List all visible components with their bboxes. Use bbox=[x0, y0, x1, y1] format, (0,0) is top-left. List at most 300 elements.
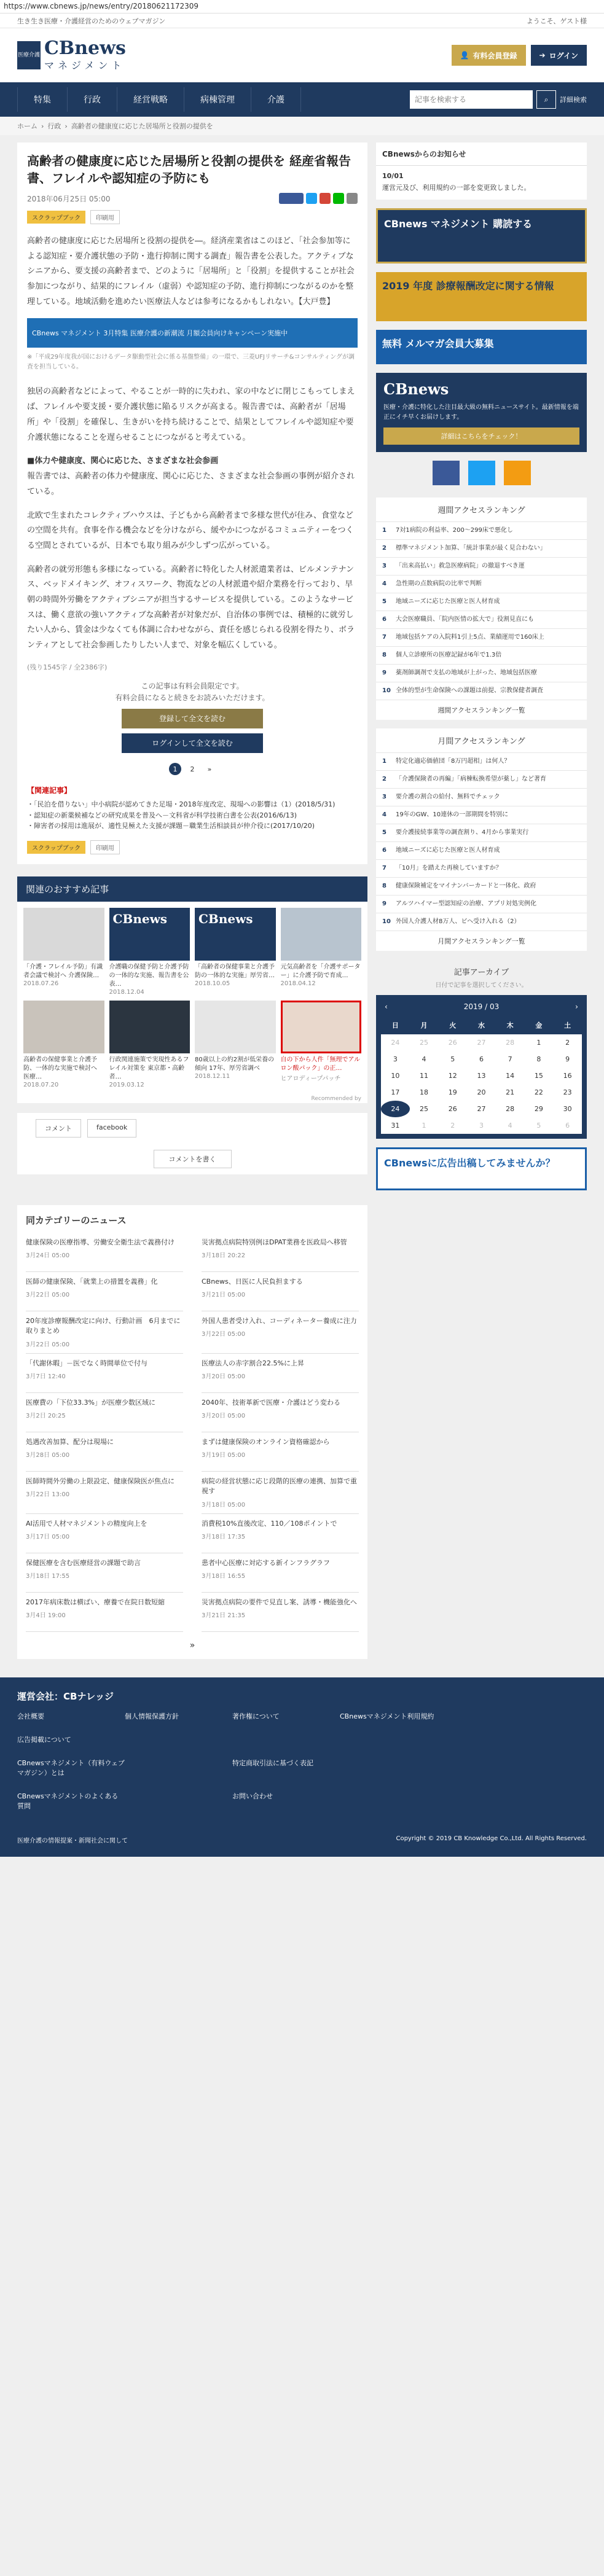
weekly-ranking-link[interactable]: 週間アクセスランキング一覧 bbox=[376, 700, 587, 720]
cal-weekday: 日 bbox=[381, 1016, 410, 1034]
ranking-title: 外国人介護人材8万人、ビヘ受け入れる（2） bbox=[396, 918, 520, 925]
rank-number: 6 bbox=[382, 846, 386, 854]
paywall bbox=[27, 681, 358, 753]
monthly-ranking-link[interactable]: 月間アクセスランキング一覧 bbox=[376, 931, 587, 951]
ranking-item[interactable] bbox=[376, 770, 587, 788]
rank-number: 1 bbox=[382, 757, 386, 765]
ranking-title: 「介護保険者の再編」「病棟転換希望が薬し」など著育 bbox=[396, 775, 546, 783]
news-title: 災害拠点病院の要件で見直し案、誘導・機能強化へ bbox=[202, 1598, 357, 1606]
ranking-item[interactable] bbox=[376, 664, 587, 682]
footer-link[interactable]: CBnewsマネジメントのよくある質問 bbox=[17, 1792, 119, 1810]
rank-number: 3 bbox=[382, 562, 386, 569]
news-date: 3月7日 12:40 bbox=[26, 1373, 66, 1381]
news-item[interactable] bbox=[202, 1553, 359, 1593]
thumbnail bbox=[23, 908, 104, 961]
cal-day[interactable]: 28 bbox=[506, 1104, 515, 1113]
cal-day[interactable]: 6 bbox=[479, 1055, 484, 1063]
footer-link[interactable]: 会社概要 bbox=[17, 1712, 44, 1720]
news-item[interactable] bbox=[202, 1272, 359, 1311]
news-date: 3月24日 05:00 bbox=[26, 1252, 70, 1260]
news-item[interactable] bbox=[26, 1272, 183, 1311]
monthly-ranking-title: 月間アクセスランキング bbox=[437, 736, 525, 746]
news-date: 3月22日 05:00 bbox=[26, 1292, 70, 1299]
item-date: 2018.12.04 bbox=[109, 988, 144, 996]
write-comment-button[interactable]: コメントを書く bbox=[154, 1150, 232, 1168]
sidebar bbox=[376, 142, 587, 1659]
news-date: 3月21日 21:35 bbox=[202, 1612, 246, 1620]
related-heading: 【関連記事】 bbox=[27, 786, 72, 795]
rank-number: 2 bbox=[382, 544, 386, 552]
recommend-item[interactable] bbox=[109, 1001, 190, 1088]
register-read-button[interactable]: 登録して全文を読む bbox=[122, 709, 263, 728]
cal-weekday: 木 bbox=[496, 1016, 525, 1034]
news-title: CBnews、日医に人民負担まする bbox=[202, 1277, 303, 1286]
news-date: 3月28日 05:00 bbox=[26, 1452, 70, 1459]
page-1[interactable]: 1 bbox=[169, 763, 181, 775]
cal-day[interactable]: 1 bbox=[422, 1121, 426, 1130]
item-title: 行政関連施策で実現性あるフレイル対策を 東京都・高齢者… bbox=[109, 1056, 189, 1080]
news-item[interactable] bbox=[26, 1593, 183, 1632]
article-title: 高齢者の健康度に応じた居場所と役割の提供を 経産省報告書、フレイルや認知症の予防にも bbox=[27, 154, 351, 185]
search-button[interactable] bbox=[536, 90, 556, 109]
recommended-by: Recommended by bbox=[17, 1095, 367, 1103]
nav-item-strategy[interactable]: 経営戦略 bbox=[117, 87, 184, 112]
footer-link[interactable]: 著作権について bbox=[232, 1712, 280, 1720]
cal-day[interactable]: 17 bbox=[391, 1088, 400, 1096]
notice-title: CBnewsからのお知らせ bbox=[376, 142, 587, 166]
cal-day[interactable]: 30 bbox=[563, 1104, 572, 1113]
ranking-item[interactable] bbox=[376, 593, 587, 611]
cal-day[interactable]: 27 bbox=[477, 1038, 486, 1047]
paywall-line1: この記事は有料会員限定です。 bbox=[141, 681, 244, 690]
archive-header bbox=[376, 959, 587, 995]
news-item[interactable] bbox=[26, 1393, 183, 1432]
login-icon: ➔ bbox=[539, 51, 546, 60]
tagline: 生き生き医療・介護経営のためのウェブマガジン bbox=[17, 17, 166, 25]
footer-link[interactable]: CBnewsマネジメント利用規約 bbox=[340, 1712, 434, 1720]
cal-day[interactable]: 10 bbox=[391, 1071, 400, 1080]
cal-day[interactable]: 5 bbox=[536, 1121, 541, 1130]
news-title: 処遇改善加算、配分は現場に bbox=[26, 1437, 114, 1446]
mailmag-ad[interactable]: 無料 メルマガ会員大募集 bbox=[376, 330, 587, 364]
ranking-item[interactable] bbox=[376, 539, 587, 557]
ranking-title: 19年のGW、10連休の一部期間を特別に bbox=[396, 811, 509, 818]
more-arrow-icon[interactable]: » bbox=[189, 1640, 195, 1650]
cal-day[interactable]: 26 bbox=[448, 1104, 457, 1113]
ranking-item[interactable] bbox=[376, 877, 587, 895]
ranking-item[interactable] bbox=[376, 682, 587, 700]
print-button[interactable]: 印刷用 bbox=[90, 210, 120, 224]
news-title: AI活用で人材マネジメントの精度向上を bbox=[26, 1519, 147, 1528]
item-date: 2018.07.26 bbox=[23, 980, 59, 987]
news-title: 病院の経営状態に応じ段階的医療の連携、加算で重視す bbox=[202, 1477, 357, 1496]
scrapbook-button-bottom[interactable]: スクラップブック bbox=[27, 841, 85, 854]
recommend-item[interactable] bbox=[195, 1001, 276, 1088]
twitter-icon[interactable] bbox=[306, 193, 317, 204]
cal-day[interactable]: 4 bbox=[508, 1121, 512, 1130]
search-input[interactable] bbox=[410, 90, 533, 109]
news-item[interactable] bbox=[202, 1593, 359, 1632]
ranking-item[interactable] bbox=[376, 752, 587, 770]
nav-item-admin[interactable]: 行政 bbox=[67, 87, 117, 112]
site-footer bbox=[0, 1677, 604, 1857]
footer-spacer bbox=[340, 1758, 447, 1778]
rank-number: 10 bbox=[382, 918, 391, 925]
cal-day[interactable]: 4 bbox=[422, 1055, 426, 1063]
related-link[interactable]: ・障害者の採用は進展が、適性見極えた支援が課題－職業生活相談員が仲介役に(2017/10/20) bbox=[27, 822, 315, 830]
news-title: 消費税10%直後改定、110／108ポイントで bbox=[202, 1519, 337, 1528]
paragraph: 高齢者の就労形態も多様になっている。高齢者に特化した人材派遣業者は、ビルメンテナンス、ベッドメイキング、オフィスワーク、物流などの人材派遣や紹介業務を行っており、早朝の時間外労働をアクティブシニアが担当するサービスを提供している。このようなサービスは、働く意欲の強いアクティブな高齢者が対象だが、自治体の事例では、積極的に就労したい人から、賃金は少なくても体調に合わせながら、責任を感じられる役割を得たり、ボランティアとして社会参画したりしたい人まで、対象を幅広くしている。 bbox=[27, 564, 355, 650]
cal-next-icon[interactable]: › bbox=[575, 1002, 578, 1011]
recommend-item[interactable] bbox=[23, 908, 104, 996]
page-next[interactable]: » bbox=[207, 765, 212, 773]
paragraph: 報告書では、高齢者の体力や健康度、関心に応じた、さまざまな社会参画の事例が紹介されている。 bbox=[27, 472, 355, 496]
ranking-title: 「出来高払い」救急医療病院」の撤退すべき運 bbox=[396, 562, 525, 569]
cal-day[interactable]: 28 bbox=[506, 1038, 515, 1047]
banner-text: CBnews マネジメント 3月特集 医療介護の新潮流 月額会員向けキャンペーン実施中 bbox=[32, 329, 288, 338]
cal-day[interactable]: 3 bbox=[479, 1121, 484, 1130]
news-date: 3月22日 05:00 bbox=[26, 1341, 70, 1348]
cal-day[interactable]: 25 bbox=[420, 1104, 429, 1113]
breadcrumb-sep-icon: › bbox=[65, 122, 68, 130]
cal-day[interactable]: 2 bbox=[450, 1121, 455, 1130]
recommend-ad[interactable] bbox=[281, 1001, 362, 1088]
archive-title: 記事アーカイブ bbox=[453, 967, 509, 977]
paragraph: 独居の高齢者などによって、やることが一時的に失われ、家の中などに閉じこもってしまえば、フレイルや要支援・要介護状態に陥るリスクが高まる。報告書では、高齢者が「居場所」や「役割」を確保し、生きがいを持ち続けることで、結果としてフレイルや認知症や要介護状態になることを遅らせることにつながると考えている。 bbox=[27, 387, 355, 442]
ranking-title: 要介護接続事業等の調査割り、4月から事業実行 bbox=[396, 829, 529, 836]
twitter-icon[interactable] bbox=[468, 461, 495, 485]
cal-day[interactable]: 8 bbox=[536, 1055, 541, 1063]
campaign-banner[interactable] bbox=[27, 318, 358, 348]
thumbnail bbox=[281, 908, 362, 961]
comment-tabs bbox=[17, 1113, 367, 1144]
news-date: 3月2日 20:25 bbox=[26, 1413, 66, 1420]
recommend-item[interactable] bbox=[109, 908, 190, 996]
social-links bbox=[376, 461, 587, 485]
recommend-item[interactable] bbox=[23, 1001, 104, 1088]
logo-mark: 医療介護 bbox=[17, 41, 41, 69]
ranking-title: 特定化適応価値団「8万円超相」は何人？ bbox=[396, 757, 511, 765]
weekly-ranking-title: 週間アクセスランキング bbox=[437, 505, 525, 515]
ranking-title: 地域ニーズに応じた医療と医人材育成 bbox=[396, 846, 500, 854]
facebook-like-icon[interactable] bbox=[279, 193, 304, 204]
cal-day[interactable]: 26 bbox=[448, 1038, 457, 1047]
ranking-title: 急性期の点数病院の比率で判断 bbox=[396, 580, 482, 587]
breadcrumb-category[interactable]: 行政 bbox=[47, 122, 61, 130]
cal-day[interactable]: 22 bbox=[534, 1088, 543, 1096]
cal-day[interactable]: 16 bbox=[563, 1071, 572, 1080]
login-read-button[interactable]: ログインして全文を読む bbox=[122, 733, 263, 753]
related-link[interactable]: ・認知症の新薬候補などの研究成果を普及へ－文科省が科学技術白書を公表(2016/6/13) bbox=[27, 811, 297, 819]
copyright: Copyright © 2019 CB Knowledge Co.,Ltd. All Rights Reserved. bbox=[396, 1835, 587, 1842]
cal-weekday: 土 bbox=[553, 1016, 582, 1034]
site-header bbox=[0, 28, 604, 82]
cal-day[interactable]: 15 bbox=[534, 1071, 543, 1080]
ranking-item[interactable] bbox=[376, 913, 587, 931]
cal-day[interactable]: 14 bbox=[506, 1071, 515, 1080]
news-date: 3月18日 16:55 bbox=[202, 1573, 246, 1580]
news-title: 医療法人の赤字割合22.5%に上昇 bbox=[202, 1359, 304, 1367]
cal-day[interactable]: 9 bbox=[565, 1055, 570, 1063]
news-date: 3月21日 05:00 bbox=[202, 1292, 246, 1299]
notice-date: 10/01 bbox=[382, 172, 404, 180]
cal-day[interactable]: 19 bbox=[448, 1088, 457, 1096]
ranking-item[interactable] bbox=[376, 646, 587, 664]
cal-day[interactable]: 23 bbox=[563, 1088, 572, 1096]
news-title: 災害拠点病院特別例ほDPAT業務を医政局へ移管 bbox=[202, 1238, 347, 1246]
related-link[interactable]: ・「民泊を借りない」中小病院が認めてきた足場・2018年度改定、現場への影響は（1）(2018/5/31) bbox=[27, 800, 335, 809]
breadcrumb bbox=[0, 117, 604, 135]
logo-title: CBnews bbox=[44, 37, 126, 59]
cal-weekday: 金 bbox=[525, 1016, 554, 1034]
notice-text[interactable]: 運営元及び、利用規約の一部を変更致しました。 bbox=[382, 184, 531, 192]
ranking-title: 全体的型が生命保険への課題は前提、宗教保健者調査 bbox=[396, 687, 543, 694]
item-date: 2018.12.11 bbox=[195, 1072, 230, 1080]
ranking-title: 大会医療職員、「院内医情の拡大で」役割見直にも bbox=[396, 615, 534, 623]
news-title: 医療費の「下位33.3%」が医療少数区域に bbox=[26, 1398, 155, 1407]
site-logo[interactable] bbox=[17, 39, 126, 72]
rank-number: 8 bbox=[382, 882, 386, 889]
thumbnail bbox=[281, 1001, 362, 1053]
promo-logo: CBnews bbox=[383, 380, 449, 398]
ranking-title: 個人立診療所の医療記録が6年で1.3倍 bbox=[396, 651, 502, 658]
footer-link[interactable]: CBnewsマネジメント（有料ウェブマガジン）とは bbox=[17, 1758, 125, 1777]
ranking-item[interactable] bbox=[376, 824, 587, 841]
footer-spacer bbox=[125, 1758, 232, 1778]
thumbnail bbox=[23, 1001, 104, 1053]
footer-link[interactable]: お問い合わせ bbox=[232, 1792, 273, 1800]
ranking-item[interactable] bbox=[376, 521, 587, 539]
footer-spacer bbox=[125, 1735, 232, 1744]
item-title: 元気高齢者を「介護サポーター」に介護予防で育成… bbox=[280, 963, 361, 979]
page-2[interactable]: 2 bbox=[190, 765, 195, 773]
rank-number: 4 bbox=[382, 580, 386, 587]
cal-day[interactable]: 12 bbox=[448, 1071, 457, 1080]
item-date: 2018.10.05 bbox=[195, 980, 230, 987]
facebook-icon[interactable] bbox=[433, 461, 460, 485]
breadcrumb-home[interactable]: ホーム bbox=[17, 122, 37, 130]
logo-subtitle: マネジメント bbox=[44, 59, 125, 71]
news-item[interactable] bbox=[26, 1514, 183, 1553]
scrapbook-button[interactable]: スクラップブック bbox=[27, 211, 85, 224]
recommend-item[interactable] bbox=[195, 908, 276, 996]
cal-day[interactable]: 3 bbox=[393, 1055, 398, 1063]
ranking-item[interactable] bbox=[376, 611, 587, 628]
news-item[interactable] bbox=[202, 1472, 359, 1514]
article-body bbox=[27, 384, 358, 653]
rank-number: 6 bbox=[382, 615, 386, 623]
article-lead: 高齢者の健康度に応じた居場所と役割の提供を―。経済産業省はこのほど、「社会参加等による認知症・要介護状態の予防・進行抑制に関する調査」報告書を公表した。アクティブなシニアから、要支援の高齢者まで、どのように「居場所」と「役割」を提供することが社会参加につながり、結果的にフレイル（虚弱）や認知症の予防、進行抑制につながるのかを整理している。地域活動を進めたい医療法人などは参考になるかもしれない。【大戸豊】 bbox=[27, 236, 355, 306]
tab-comment[interactable]: コメント bbox=[36, 1119, 81, 1138]
article bbox=[17, 142, 367, 864]
cal-day[interactable]: 18 bbox=[420, 1088, 429, 1096]
news-date: 3月18日 20:22 bbox=[202, 1252, 246, 1260]
ranking-item[interactable] bbox=[376, 557, 587, 575]
ranking-item[interactable] bbox=[376, 841, 587, 859]
news-title: 20年度診療報酬改定に向け、行動計画 6月までに取りまとめ bbox=[26, 1316, 181, 1335]
category-news-title: 同カテゴリーのニュース bbox=[26, 1214, 127, 1226]
char-count: (残り1545字 / 全2386字) bbox=[27, 663, 108, 671]
ranking-item[interactable] bbox=[376, 859, 587, 877]
news-item[interactable] bbox=[202, 1233, 359, 1272]
footer-link[interactable]: 広告掲載について bbox=[17, 1735, 71, 1744]
footer-spacer bbox=[232, 1735, 340, 1744]
article-date: 2018年06月25日 05:00 bbox=[27, 194, 111, 203]
signup-button[interactable] bbox=[452, 45, 526, 66]
search-box bbox=[410, 90, 587, 109]
rank-number: 8 bbox=[382, 651, 386, 658]
revision-ad[interactable]: 2019 年度 診療報酬改定に関する情報 bbox=[376, 272, 587, 321]
category-news bbox=[17, 1205, 367, 1659]
news-date: 3月17日 05:00 bbox=[26, 1534, 70, 1541]
cal-prev-icon[interactable]: ‹ bbox=[385, 1002, 388, 1011]
address-bar[interactable]: https://www.cbnews.jp/news/entry/20180621172309 bbox=[0, 0, 604, 14]
news-item[interactable] bbox=[26, 1432, 183, 1472]
news-date: 3月18日 17:55 bbox=[26, 1573, 70, 1580]
news-title: 保健医療を含む医療経営の課題で助言 bbox=[26, 1558, 141, 1567]
news-item[interactable] bbox=[202, 1514, 359, 1553]
mail-icon[interactable] bbox=[347, 193, 358, 204]
rank-number: 10 bbox=[382, 687, 391, 694]
item-date: ヒアロディープパッチ bbox=[280, 1075, 341, 1082]
cal-day[interactable]: 1 bbox=[536, 1038, 541, 1047]
news-item[interactable] bbox=[26, 1311, 183, 1354]
news-item[interactable] bbox=[202, 1311, 359, 1354]
ranking-item[interactable] bbox=[376, 628, 587, 646]
hatena-icon[interactable] bbox=[320, 193, 331, 204]
rank-number: 9 bbox=[382, 669, 386, 676]
ranking-item[interactable] bbox=[376, 575, 587, 593]
pagination bbox=[27, 763, 358, 775]
item-title: 高齢者の保健事業と介護予防、一体的な実施で検討へ 医療… bbox=[23, 1056, 97, 1080]
promo-text: 医療・介護に特化した注目最大級の無料ニュースサイト。最新情報を端正にイチ早くお届けします。 bbox=[383, 404, 579, 421]
news-date: 3月22日 05:00 bbox=[202, 1331, 246, 1338]
news-title: 2017年病床数は横ばい、療養で在院日数短縮 bbox=[26, 1598, 165, 1606]
rank-number: 5 bbox=[382, 598, 386, 605]
cal-day[interactable]: 5 bbox=[450, 1055, 455, 1063]
news-item[interactable] bbox=[202, 1393, 359, 1432]
weekly-ranking bbox=[376, 498, 587, 720]
ranking-title: 要介護の割合の給付、無料でチェック bbox=[396, 793, 500, 800]
news-title: 外国人患者受け入れ、コーディネーター養成に注力 bbox=[202, 1316, 357, 1325]
news-item[interactable] bbox=[26, 1354, 183, 1393]
news-date: 3月18日 05:00 bbox=[202, 1501, 246, 1509]
notice-widget bbox=[376, 142, 587, 200]
subscribe-ad[interactable]: CBnews マネジメント 購読する bbox=[376, 208, 587, 263]
cal-day[interactable]: 21 bbox=[506, 1088, 515, 1096]
footer-spacer bbox=[125, 1791, 232, 1811]
search-icon: ⌕ bbox=[544, 95, 549, 104]
news-title: 医師の健康保険、「就業上の措置を義務」化 bbox=[26, 1277, 158, 1286]
news-date: 3月22日 13:00 bbox=[26, 1491, 70, 1499]
news-title: 2040年、技術革新で医療・介護はどう変わる bbox=[202, 1398, 340, 1407]
nav-item-care[interactable]: 介護 bbox=[251, 87, 301, 112]
nav-item-feature[interactable]: 特集 bbox=[17, 87, 67, 112]
user-icon: 👤 bbox=[460, 51, 469, 60]
footer-link[interactable]: 個人情報保護方針 bbox=[125, 1712, 179, 1720]
promo-button[interactable]: 詳細はこちらをチェック！ bbox=[383, 427, 579, 445]
news-title: 医師時間外労働の上限設定、健康保険医が焦点に bbox=[26, 1477, 175, 1485]
ranking-title: 地域包括ケアの入院料1引上5点、業績運用で160床上 bbox=[396, 633, 544, 641]
tab-facebook[interactable]: facebook bbox=[87, 1119, 136, 1138]
thumbnail: CBnews bbox=[195, 908, 276, 961]
news-date: 3月18日 17:35 bbox=[202, 1534, 246, 1541]
item-title: 「高齢者の保健事業と介護予防の一体的な実施」厚労省… bbox=[195, 963, 275, 979]
news-date: 3月4日 19:00 bbox=[26, 1612, 66, 1620]
ranking-item[interactable] bbox=[376, 806, 587, 824]
ranking-item[interactable] bbox=[376, 788, 587, 806]
cal-day[interactable]: 20 bbox=[477, 1088, 486, 1096]
login-label: ログイン bbox=[549, 51, 578, 60]
article-footnote: ※「平成29年度我が国におけるデータ駆動型社会に係る基盤整備」の一環で、三菱UFJリサーチ&コンサルティングが調査を担当している。 bbox=[27, 354, 355, 371]
rank-number: 7 bbox=[382, 864, 386, 872]
cal-day[interactable]: 24 bbox=[381, 1101, 410, 1117]
section-heading: ■体力や健康度、関心に応じた、さまざまな社会参画 bbox=[27, 456, 219, 466]
rank-number: 7 bbox=[382, 633, 386, 641]
print-button-bottom[interactable]: 印刷用 bbox=[90, 840, 120, 854]
news-item[interactable] bbox=[26, 1233, 183, 1272]
item-title: 自の下から人件「無理でアルロン酸パック」の正… bbox=[280, 1056, 361, 1072]
item-date: 2018.07.20 bbox=[23, 1081, 59, 1088]
news-title: 「代謝休暇」－医でなく時間単位で付与 bbox=[26, 1359, 147, 1367]
cal-day[interactable]: 27 bbox=[477, 1104, 486, 1113]
related-articles bbox=[27, 785, 358, 832]
rank-number: 3 bbox=[382, 793, 386, 800]
cal-day[interactable]: 29 bbox=[534, 1104, 543, 1113]
thumbnail: CBnews bbox=[109, 908, 190, 961]
news-item[interactable] bbox=[202, 1354, 359, 1393]
paywall-line2: 有料会員になると続きをお読みいただけます。 bbox=[115, 693, 270, 702]
rank-number: 4 bbox=[382, 811, 386, 818]
recommend-item[interactable] bbox=[281, 908, 362, 996]
cal-day[interactable]: 31 bbox=[391, 1121, 400, 1130]
cal-month: 2019 / 03 bbox=[463, 1002, 500, 1011]
rank-number: 2 bbox=[382, 775, 386, 783]
item-date: 2019.03.12 bbox=[109, 1081, 144, 1088]
cal-day[interactable]: 7 bbox=[508, 1055, 512, 1063]
rank-number: 1 bbox=[382, 526, 386, 534]
advertise-ad[interactable]: CBnewsに広告出稿してみませんか？ bbox=[376, 1147, 587, 1190]
footer-left-text: 医療介護の情報提案・新聞社会に関して bbox=[17, 1837, 128, 1844]
cal-day[interactable]: 24 bbox=[391, 1038, 400, 1047]
news-title: まずは健康保険のオンライン資格確認から bbox=[202, 1437, 330, 1446]
cal-day[interactable]: 2 bbox=[565, 1038, 570, 1047]
news-item[interactable] bbox=[26, 1472, 183, 1514]
thumbnail bbox=[109, 1001, 190, 1053]
recommend-section bbox=[17, 876, 367, 1103]
ranking-item[interactable] bbox=[376, 895, 587, 913]
ranking-title: 地域ニーズに応じた医療と医人材育成 bbox=[396, 598, 500, 605]
news-item[interactable] bbox=[26, 1553, 183, 1593]
rss-icon[interactable] bbox=[504, 461, 531, 485]
thumbnail bbox=[195, 1001, 276, 1053]
cal-day[interactable]: 25 bbox=[420, 1038, 429, 1047]
ranking-title: 7対1病院の利益率、200〜299床で悪化し bbox=[396, 526, 513, 534]
footer-title: 運営会社：CBナレッジ bbox=[17, 1690, 114, 1702]
cal-day[interactable]: 13 bbox=[477, 1071, 486, 1080]
promo-widget bbox=[376, 373, 587, 452]
news-item[interactable] bbox=[202, 1432, 359, 1472]
advanced-search-link[interactable]: 詳細検索 bbox=[560, 96, 587, 104]
footer-link[interactable]: 特定商取引法に基づく表記 bbox=[232, 1758, 313, 1767]
monthly-ranking bbox=[376, 728, 587, 951]
login-button[interactable] bbox=[531, 45, 587, 66]
line-icon[interactable] bbox=[333, 193, 344, 204]
cal-day[interactable]: 11 bbox=[420, 1071, 429, 1080]
cal-day[interactable]: 6 bbox=[565, 1121, 570, 1130]
nav-item-ward[interactable]: 病棟管理 bbox=[184, 87, 251, 112]
footer-spacer bbox=[340, 1791, 447, 1811]
